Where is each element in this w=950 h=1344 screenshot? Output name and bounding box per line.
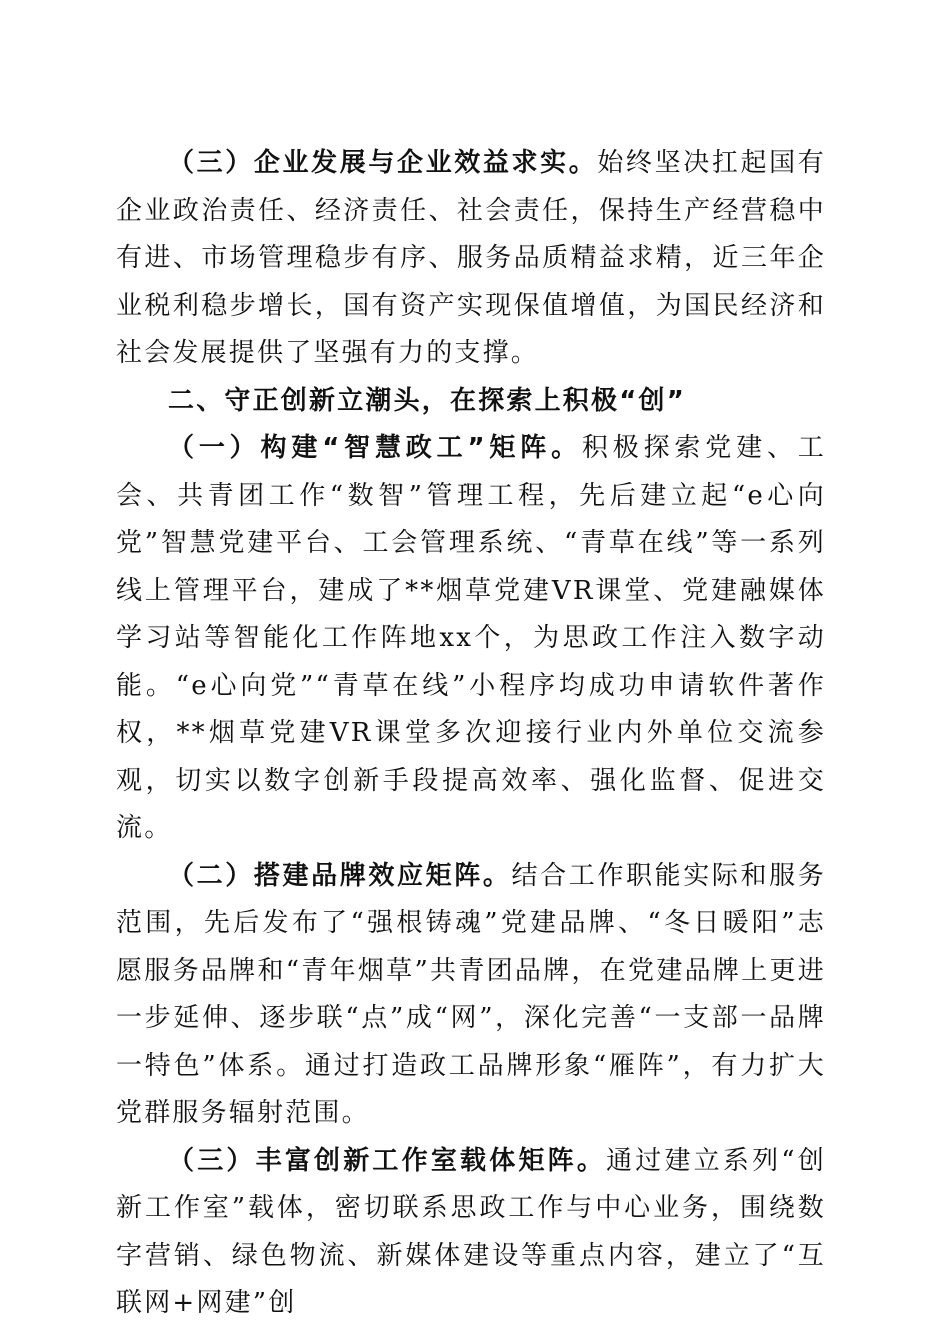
section-heading: 二、守正创新立潮头，在探索上积极“创” <box>168 385 686 416</box>
paragraph-text: 始终坚决扛起国有企业政治责任、经济责任、社会责任，保持生产经营稳中有进、市场管理稳步有序、服务品质精益求精，近三年企业税利稳步增长，国有资产实现保值增值，为国民经济和社会发展提供了坚强有力的支撑。 <box>116 148 826 368</box>
paragraph-innovation-studio <box>116 1138 826 1328</box>
paragraph-lead: （三）企业发展与企业效益求实。 <box>168 148 598 178</box>
paragraph-brand-matrix <box>116 853 826 1138</box>
paragraph-text: 结合工作职能实际和服务范围，先后发布了“强根铸魂”党建品牌、“冬日暖阳”志愿服务品牌和“青年烟草”共青团品牌，在党建品牌上更进一步延伸、逐步联“点”成“网”，深化完善“一支部一品牌一特色”体系。通过打造政工品牌形象“雁阵”，有力扩大党群服务辐射范围。 <box>116 860 827 1128</box>
paragraph-lead: （二）搭建品牌效应矩阵。 <box>168 860 512 891</box>
paragraph-lead: （三）丰富创新工作室载体矩阵。 <box>168 1145 607 1176</box>
paragraph-text: 积极探索党建、工会、共青团工作“数智”管理工程，先后建立起“e心向党”智慧党建平台、工会管理系统、“青草在线”等一系列线上管理平台，建成了**烟草党建VR课堂、党建融媒体学习站等智能化工作阵地xx个，为思政工作注入数字动能。“e心向党”“青草在线”小程序均成功申请软件著作权，**烟草党建VR课堂多次迎接行业内外单位交流参观，切实以数字创新手段提高效率、强化监督、促进交流。 <box>116 433 826 843</box>
paragraph-enterprise-benefit <box>116 140 826 378</box>
document-body <box>116 140 826 1328</box>
paragraph-lead: （一）构建“智慧政工”矩阵。 <box>168 433 582 463</box>
paragraph-smart-political-work <box>116 425 826 853</box>
paragraph-text: 通过建立系列“创新工作室”载体，密切联系思政工作与中心业务，围绕数字营销、绿色物流、新媒体建设等重点内容，建立了“互联网+网建”创 <box>116 1145 826 1318</box>
